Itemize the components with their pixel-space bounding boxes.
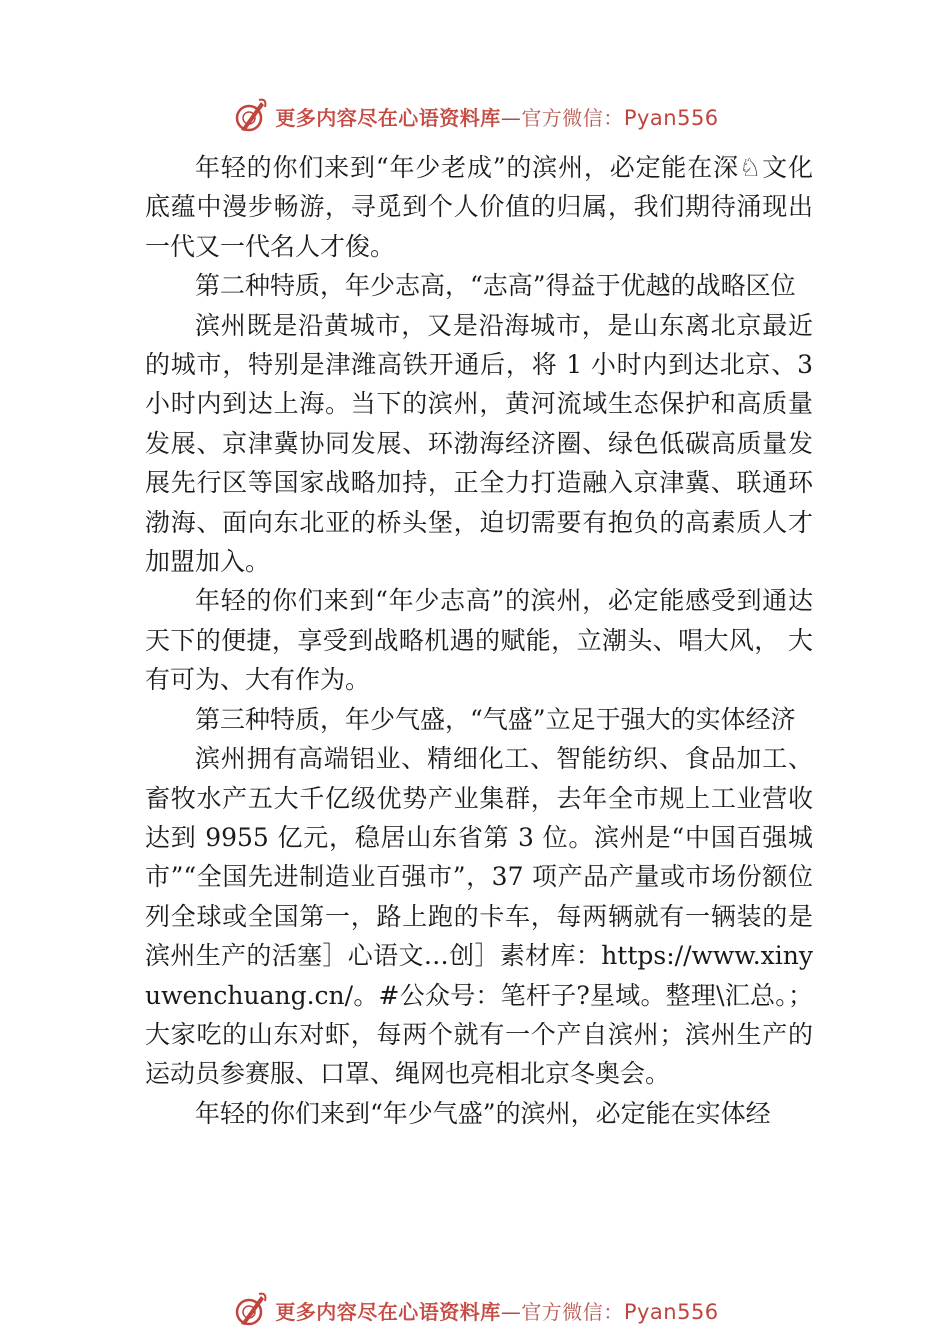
paragraph: 年轻的你们来到“年少气盛”的滨州，必定能在实体经	[195, 1098, 771, 1128]
watermark-text	[275, 102, 718, 131]
paragraph: 年轻的你们来到“年少老成”的滨州，必定能在深♘文化底蕴中漫步畅游，寻觅到个人价值的归属，我们期待涌现出一代又一代名人才俊。	[145, 153, 813, 261]
watermark-separator: —	[500, 1299, 522, 1324]
watermark-text	[275, 1296, 718, 1325]
paragraph: 滨州拥有高端铝业、精细化工、智能纺织、食品加工、畜牧水产五大千亿级优势产业集群，去年全市规上工业营收达到 9955 亿元，稳居山东省第 3 位。滨州是“中国百强城市”“全国先进制造业百强市”，37 项产品产量或市场份额位列全球或全国第一，路上跑的卡车，每两辆就有一辆装的是滨州生产的活塞］心语文…创］素材库：https://www.xinyuwenchuang.cn/。#公众号：笔杆子?星域。整理\汇总。；大家吃的山东对虾，每两个就有一个产自滨州；滨州生产的运动员参赛服、口罩、绳网也亮相北京冬奥会。	[145, 744, 813, 1089]
quill-pen-logo-icon	[231, 1290, 271, 1330]
footer-watermark	[0, 1288, 950, 1332]
section-heading: 第二种特质，年少志高，“志高”得益于优越的战略区位	[195, 271, 796, 301]
document-body	[145, 148, 813, 1133]
watermark-wechat-label: 官方微信：	[521, 105, 624, 130]
watermark-separator: —	[500, 105, 522, 130]
paragraph: 滨州既是沿黄城市，又是沿海城市，是山东离北京最近的城市，特别是津潍高铁开通后，将 1 小时内到达北京、3 小时内到达上海。当下的滨州，黄河流域生态保护和高质量发展、京津冀协同发展、环渤海经济圈、绿色低碳高质量发展先行区等国家战略加持，正全力打造融入京津冀、联通环渤海、面向东北亚的桥头堡，迫切需要有抱负的高素质人才加盟加入。	[145, 310, 813, 577]
watermark-brand: 更多内容尽在心语资料库	[275, 1299, 501, 1324]
watermark-brand: 更多内容尽在心语资料库	[275, 105, 501, 130]
paragraph: 年轻的你们来到“年少志高”的滨州，必定能感受到通达天下的便捷，享受到战略机遇的赋能，立潮头、唱大风， 大有可为、大有作为。	[145, 586, 813, 695]
watermark-account: Pyan556	[623, 1299, 719, 1324]
header-watermark	[0, 94, 950, 138]
watermark-account: Pyan556	[623, 105, 719, 130]
quill-pen-logo-icon	[231, 96, 271, 136]
section-heading: 第三种特质，年少气盛，“气盛”立足于强大的实体经济	[195, 704, 796, 734]
watermark-wechat-label: 官方微信：	[521, 1299, 624, 1324]
